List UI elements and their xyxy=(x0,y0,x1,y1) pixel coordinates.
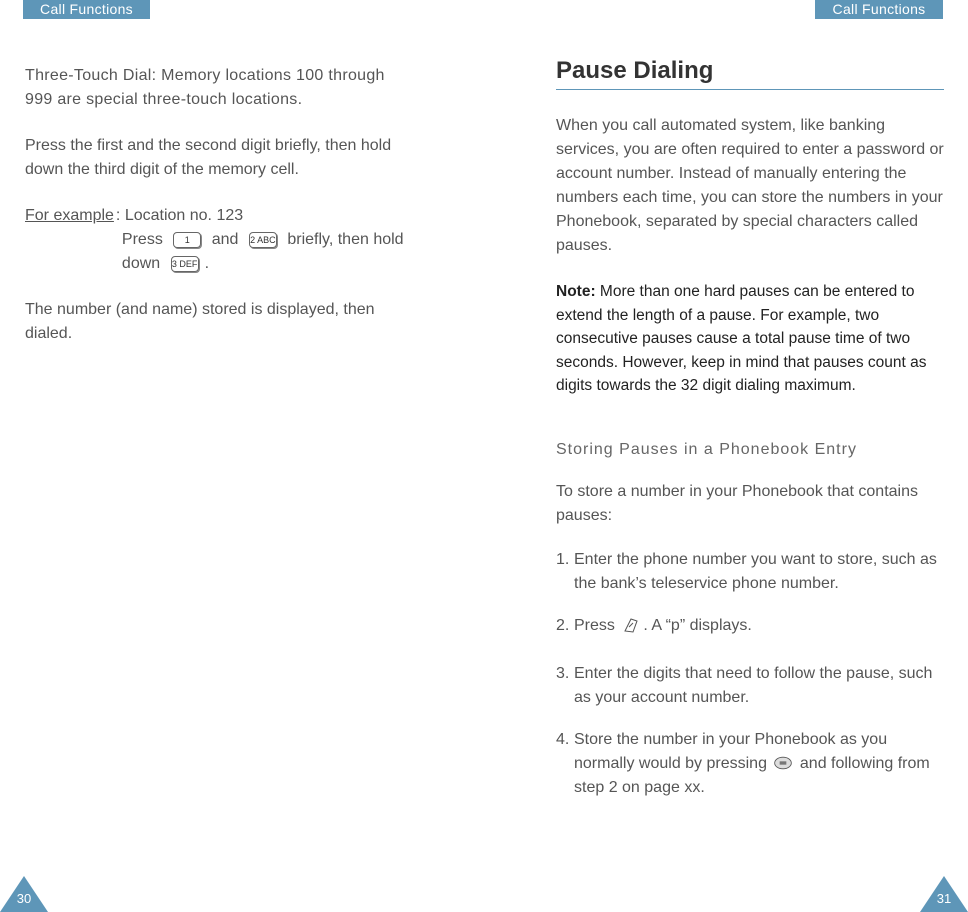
key-1-icon: 1 xyxy=(173,232,201,248)
key-3-icon: 3 DEF xyxy=(171,256,199,272)
displayed-paragraph: The number (and name) stored is displayed, then dialed. xyxy=(25,301,375,342)
example-label: For example xyxy=(25,207,114,224)
step-2-post: . A “p” displays. xyxy=(643,616,752,634)
example-press: Press xyxy=(121,231,163,248)
step-4-pre: Store the number in your Phonebook as you normally would by pressing xyxy=(574,730,888,772)
step-3 xyxy=(556,662,944,710)
press-paragraph: Press the first and the second digit briefly, then hold down the third digit of the memory cell. xyxy=(25,137,392,178)
example-briefly: briefly, then hold xyxy=(287,231,404,248)
step-1 xyxy=(556,548,944,596)
step-2-pre: Press xyxy=(574,616,615,634)
step-text xyxy=(574,728,944,800)
step-text: Enter the digits that need to follow the pause, such as your account number. xyxy=(574,664,933,706)
page-number-right-text: 31 xyxy=(936,891,952,906)
header-tab-right: Call Functions xyxy=(815,0,943,19)
step-number: 2. xyxy=(556,616,570,634)
section-subheading: Storing Pauses in a Phonebook Entry xyxy=(556,440,857,458)
step-text xyxy=(574,614,752,638)
ok-key-icon xyxy=(773,755,793,771)
note-text: More than one hard pauses can be entered to extend the length of a pause. For example, two consecutive pauses cause a total pause time of two seconds. However, keep in mind that pauses count as digits towards the 32 digit dialing maximum. xyxy=(556,283,927,394)
step-number: 3. xyxy=(556,664,570,682)
key-2-icon: 2 ABC xyxy=(249,232,277,248)
header-tab-left: Call Functions xyxy=(23,0,150,19)
right-column xyxy=(556,56,944,818)
example-line-3 xyxy=(116,252,404,276)
note-paragraph xyxy=(556,280,944,398)
page-number-left-text: 30 xyxy=(16,891,32,906)
step-number: 4. xyxy=(556,730,570,748)
menu-key-icon xyxy=(621,617,641,633)
example-line-1: : Location no. 123 xyxy=(115,207,244,224)
example-down: down xyxy=(121,255,161,272)
example-block xyxy=(25,204,415,276)
three-touch-paragraph: Three-Touch Dial: Memory locations 100 through 999 are special three-touch locations. xyxy=(25,67,385,108)
step-text: Enter the phone number you want to store, such as the bank’s teleservice phone number. xyxy=(574,550,937,592)
page-title: Pause Dialing xyxy=(556,57,714,84)
example-body xyxy=(116,204,404,276)
intro-paragraph: When you call automated system, like banking services, you are often required to enter a password or account number. Instead of manually entering the numbers each time, you can store the numbers in your Phonebook, separated by special characters called pauses. xyxy=(556,117,944,254)
step-4 xyxy=(556,728,944,800)
page-number-right xyxy=(920,876,968,912)
example-line-2 xyxy=(116,228,404,252)
page-number-left xyxy=(0,876,48,912)
step-number: 1. xyxy=(556,550,570,568)
lead-paragraph: To store a number in your Phonebook that contains pauses: xyxy=(556,482,918,524)
title-divider xyxy=(556,89,944,90)
left-column xyxy=(25,64,415,368)
example-and: and xyxy=(211,231,239,248)
note-label: Note: xyxy=(556,283,596,300)
step-2 xyxy=(556,614,944,638)
example-period: . xyxy=(204,255,210,272)
step-4-post: and following from step 2 on page xx. xyxy=(574,754,930,796)
